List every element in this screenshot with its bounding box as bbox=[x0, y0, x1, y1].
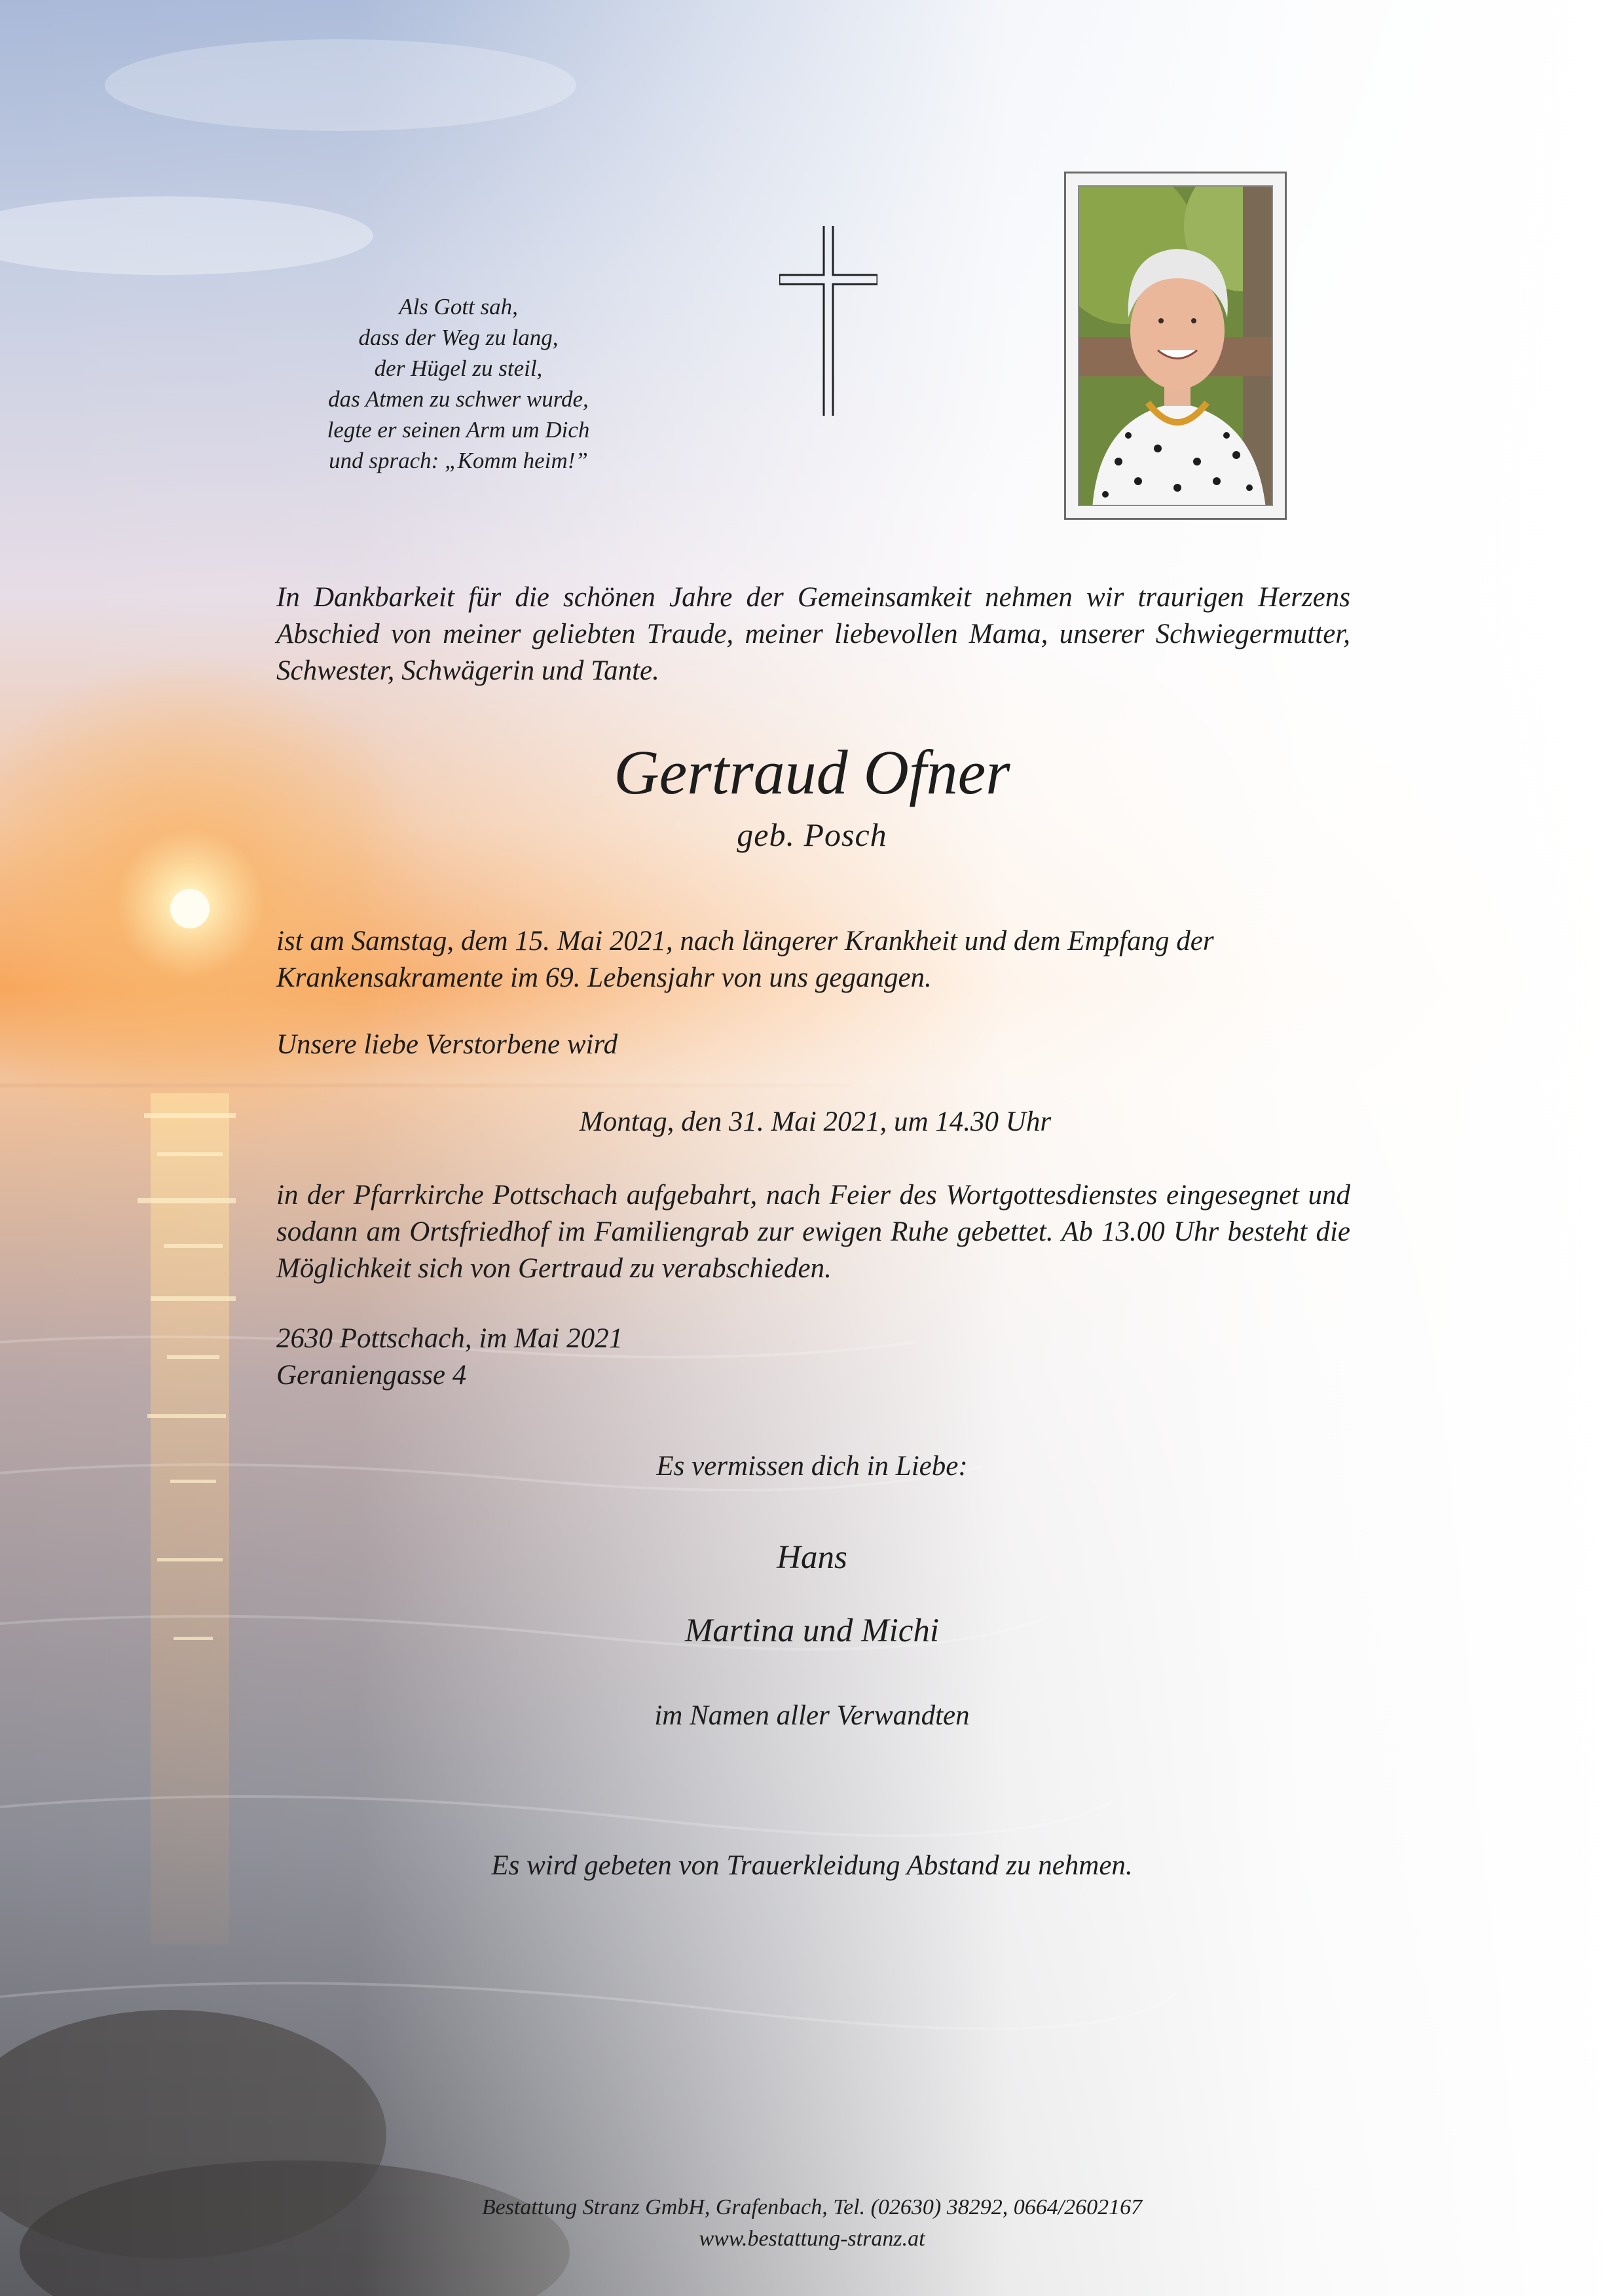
poem-verse: Als Gott sah, dass der Weg zu lang, der Hügel zu steil, das Atmen zu schwer wurde, legte er seinen Arm um Dich und sprach: „Komm heim!” bbox=[327, 294, 590, 473]
funeral-home-website: www.bestattung-stranz.at bbox=[699, 2227, 925, 2251]
funeral-home-footer bbox=[0, 2192, 1624, 2255]
place-and-date: 2630 Pottschach, im Mai 2021 bbox=[276, 1323, 623, 1354]
street-address: Geraniengasse 4 bbox=[276, 1360, 467, 1391]
portrait-frame bbox=[1064, 172, 1287, 520]
passing-paragraph: ist am Samstag, dem 15. Mai 2021, nach längerer Krankheit und dem Empfang der Krankensakramente im 69. Lebensjahr von uns gegangen. bbox=[276, 926, 1214, 993]
mourners-heading: Es vermissen dich in Liebe: bbox=[656, 1451, 968, 1482]
mourner-name: Martina und Michi bbox=[684, 1613, 940, 1649]
maiden-name: geb. Posch bbox=[737, 816, 887, 853]
ceremony-date: Montag, den 31. Mai 2021, um 14.30 Uhr bbox=[579, 1106, 1052, 1137]
deceased-name: Gertraud Ofner bbox=[614, 737, 1010, 807]
clothing-request: Es wird gebeten von Trauerkleidung Abstand zu nehmen. bbox=[491, 1850, 1133, 1881]
relatives-line: im Namen aller Verwandten bbox=[654, 1700, 970, 1731]
portrait-photo bbox=[1078, 185, 1273, 506]
gratitude-paragraph: In Dankbarkeit für die schönen Jahre der Gemeinsamkeit nehmen wir traurigen Herzens Abschied von meiner geliebten Traude, meiner liebevollen Mama, unserer Schwiegermutter, Schwester, Schwägerin und Tante. bbox=[276, 582, 1350, 686]
funeral-home-contact: Bestattung Stranz GmbH, Grafenbach, Tel. (02630) 38292, 0664/2602167 bbox=[481, 2195, 1143, 2219]
ceremony-paragraph: in der Pfarrkirche Pottschach aufgebahrt, nach Feier des Wortgottesdienstes eingesegnet und sodann am Ortsfriedhof im Familiengrab zur ewigen Ruhe gebettet. Ab 13.00 Uhr besteht die Möglichkeit sich von Gertraud zu verabschieden. bbox=[276, 1180, 1350, 1284]
announcement-line: Unsere liebe Verstorbene wird bbox=[276, 1029, 618, 1060]
address-block bbox=[276, 1321, 1062, 1394]
mourner-name: Hans bbox=[777, 1539, 847, 1576]
cross-icon bbox=[779, 226, 877, 416]
